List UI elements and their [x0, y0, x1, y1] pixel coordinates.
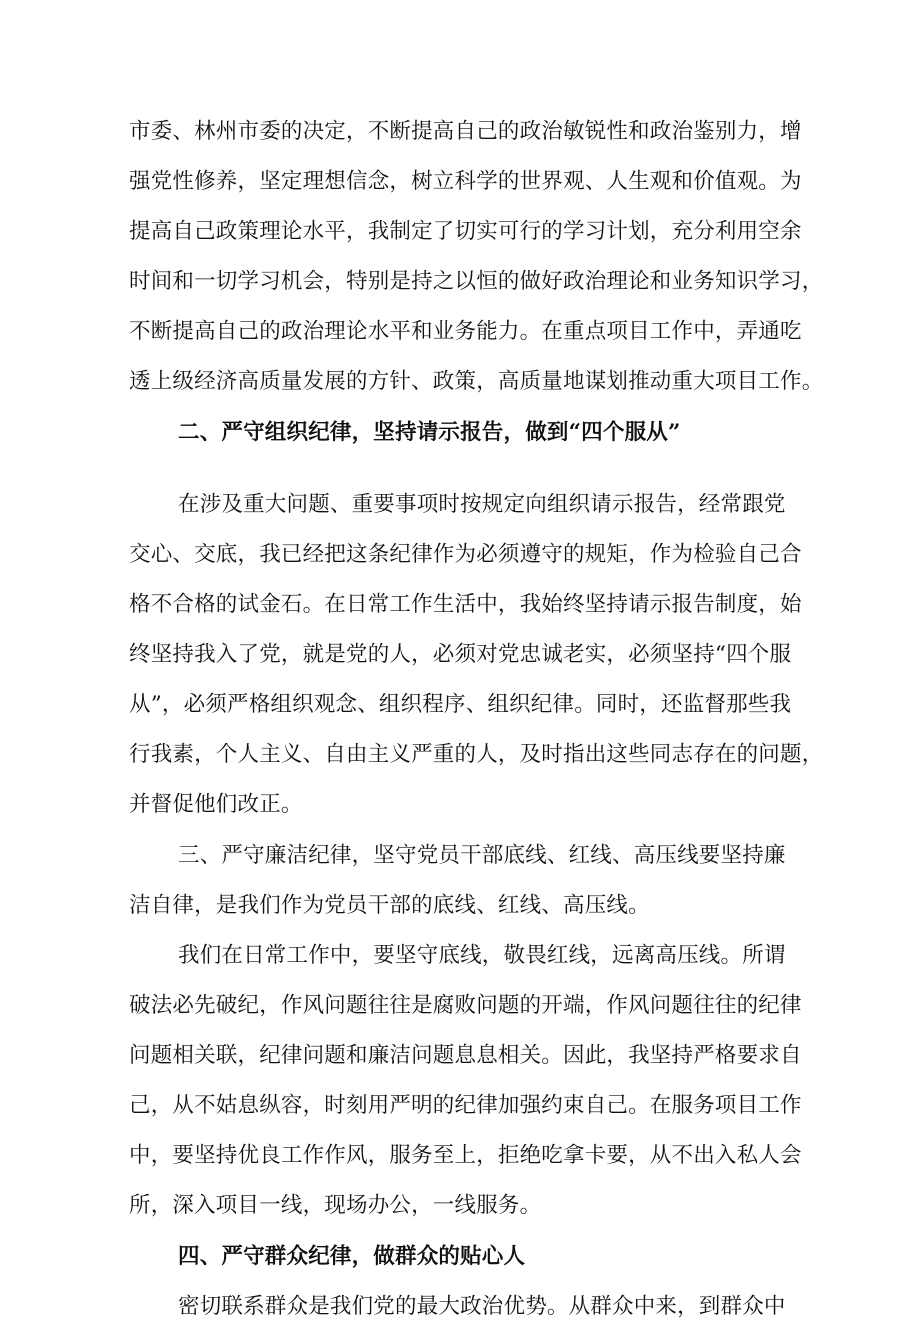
text-line: 我们在日常工作中，要坚守底线，敬畏红线，远离高压线。所谓 [178, 943, 786, 968]
text-line: 从”，必须严格组织观念、组织程序、组织纪律。同时，还监督那些我 [129, 692, 792, 717]
text-line: 交心、交底，我已经把这条纪律作为必须遵守的规矩，作为检验自己合 [129, 542, 802, 567]
section-line: 三、严守廉洁纪律，坚守党员干部底线、红线、高压线要坚持廉 [178, 843, 786, 868]
text-line: 在涉及重大问题、重要事项时按规定向组织请示报告，经常跟党 [178, 492, 786, 517]
text-line: 密切联系群众是我们党的最大政治优势。从群众中来，到群众中 [178, 1294, 786, 1319]
text-line: 行我素，个人主义、自由主义严重的人，及时指出这些同志存在的问题， [129, 742, 824, 767]
text-line: 中，要坚持优良工作作风，服务至上，拒绝吃拿卡要，从不出入私人会 [129, 1143, 802, 1168]
text-line: 问题相关联，纪律问题和廉洁问题息息相关。因此，我坚持严格要求自 [129, 1043, 802, 1068]
text-line: 终坚持我入了党，就是党的人，必须对党忠诚老实，必须坚持“四个服 [129, 642, 792, 667]
section-heading: 四、严守群众纪律，做群众的贴心人 [178, 1244, 526, 1269]
text-line: 所，深入项目一线，现场办公，一线服务。 [129, 1193, 542, 1218]
text-line: 透上级经济高质量发展的方针、政策，高质量地谋划推动重大项目工作。 [129, 369, 824, 394]
text-line: 提高自己政策理论水平，我制定了切实可行的学习计划，充分利用空余 [129, 219, 802, 244]
text-line: 强党性修养，坚定理想信念，树立科学的世界观、人生观和价值观。为 [129, 169, 802, 194]
text-line: 洁自律，是我们作为党员干部的底线、红线、高压线。 [129, 893, 650, 918]
section-heading: 二、严守组织纪律，坚持请示报告，做到“四个服从” [178, 420, 681, 445]
text-line: 不断提高自己的政治理论水平和业务能力。在重点项目工作中，弄通吃 [129, 319, 802, 344]
text-line: 格不合格的试金石。在日常工作生活中，我始终坚持请示报告制度，始 [129, 592, 802, 617]
text-line: 市委、林州市委的决定，不断提高自己的政治敏锐性和政治鉴别力，增 [129, 119, 802, 144]
text-line: 时间和一切学习机会，特别是持之以恒的做好政治理论和业务知识学习， [129, 269, 824, 294]
text-line: 并督促他们改正。 [129, 792, 303, 817]
text-line: 破法必先破纪，作风问题往往是腐败问题的开端，作风问题往往的纪律 [129, 993, 802, 1018]
text-line: 己，从不姑息纵容，时刻用严明的纪律加强约束自己。在服务项目工作 [129, 1093, 802, 1118]
